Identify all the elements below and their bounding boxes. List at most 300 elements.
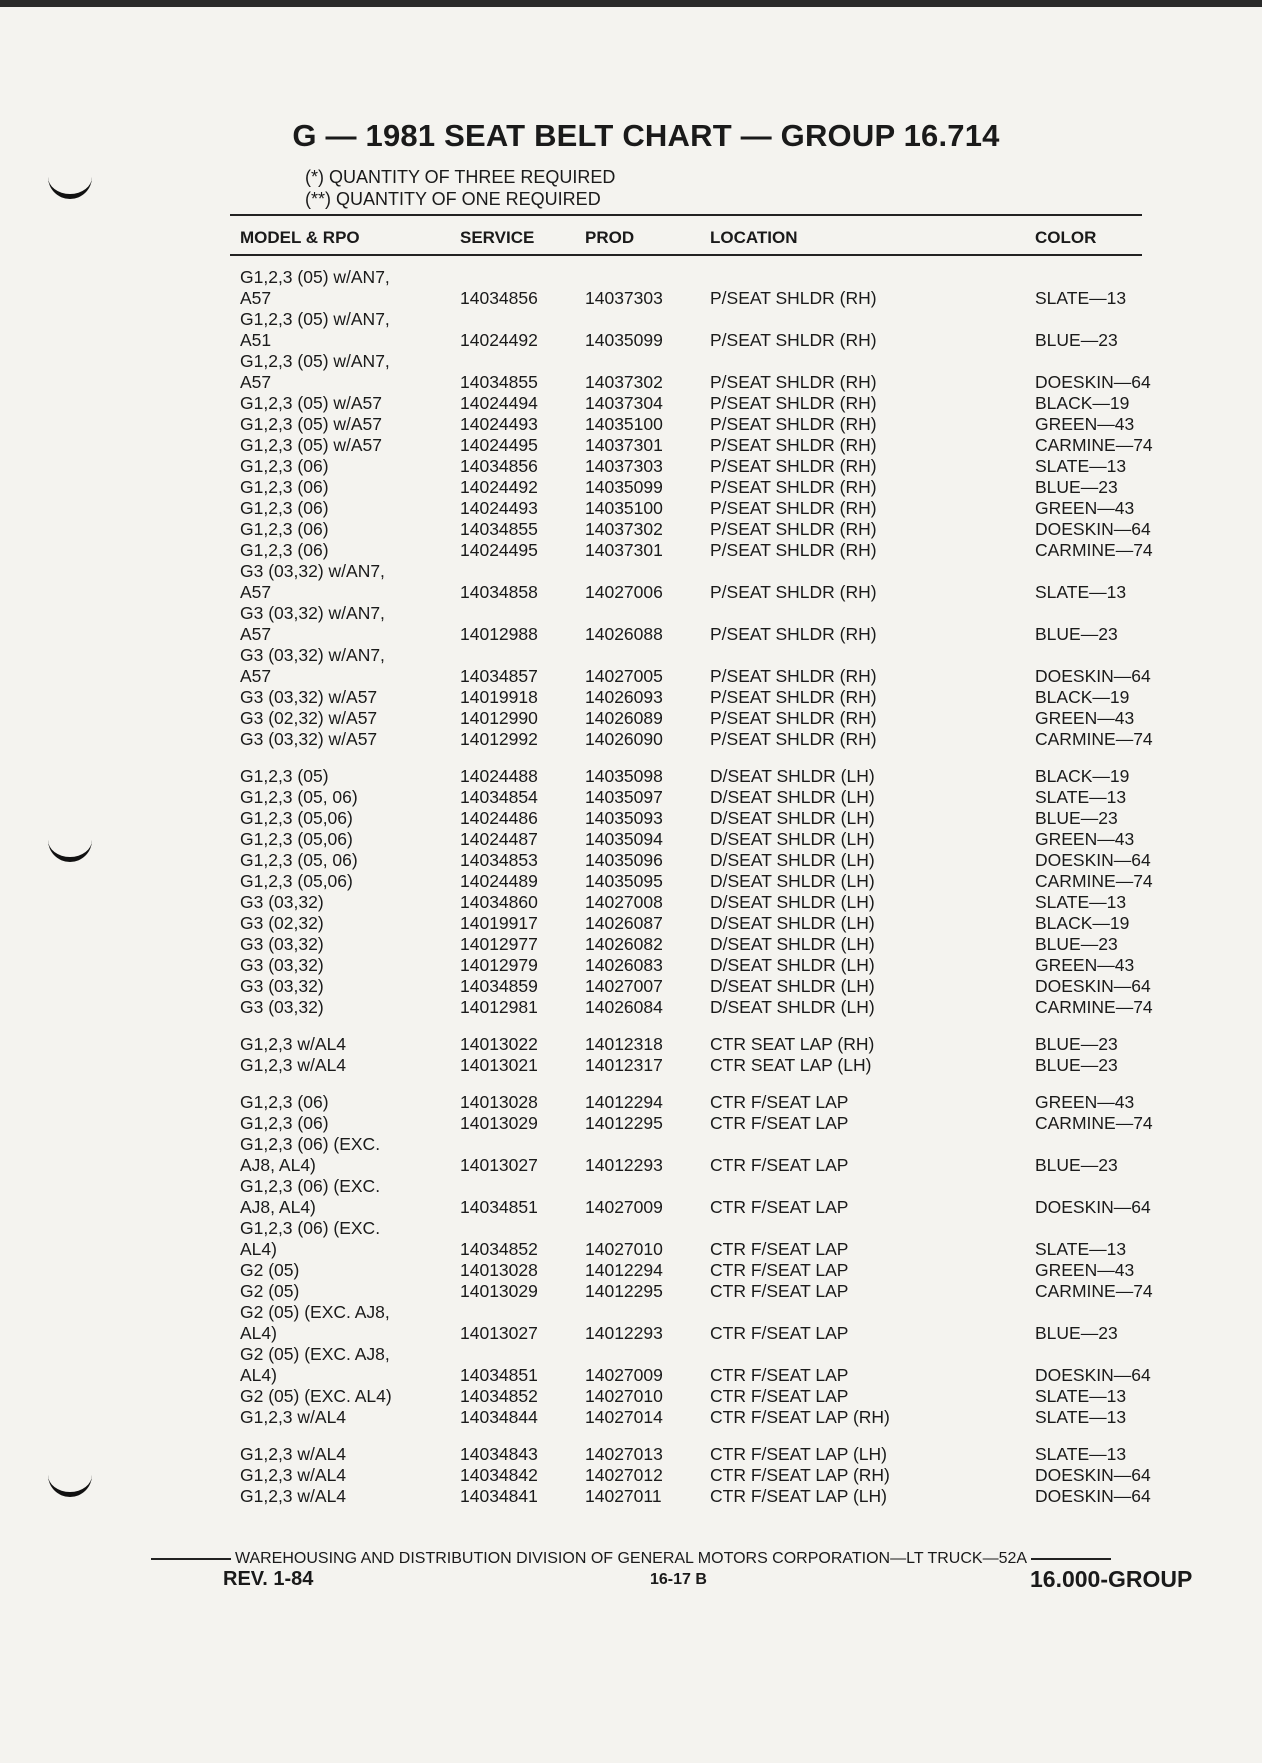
cell-model: G3 (03,32) w/AN7, [240, 645, 385, 665]
cell-color: SLATE—13 [1035, 787, 1127, 807]
cell-location: CTR F/SEAT LAP [710, 1197, 849, 1217]
cell-color: GREEN—43 [1035, 1092, 1135, 1112]
cell-prod: 14012295 [585, 1113, 663, 1133]
cell-model: G1,2,3 w/AL4 [240, 1444, 347, 1464]
column-header-service: SERVICE [460, 228, 535, 247]
table-row [0, 561, 1262, 582]
cell-location: P/SEAT SHLDR (RH) [710, 540, 877, 560]
cell-location: P/SEAT SHLDR (RH) [710, 414, 877, 434]
cell-service: 14034857 [460, 666, 538, 686]
cell-prod: 14035093 [585, 808, 663, 828]
cell-prod: 14027005 [585, 666, 663, 686]
cell-location: D/SEAT SHLDR (LH) [710, 808, 875, 828]
cell-service: 14013028 [460, 1260, 538, 1280]
cell-prod: 14037301 [585, 540, 663, 560]
table-row [0, 1281, 1262, 1302]
table-row [0, 871, 1262, 892]
cell-color: BLUE—23 [1035, 1034, 1118, 1054]
cell-color: CARMINE—74 [1035, 871, 1153, 891]
table-row [0, 1134, 1262, 1155]
cell-color: CARMINE—74 [1035, 729, 1153, 749]
cell-service: 14034856 [460, 288, 538, 308]
cell-service: 14024489 [460, 871, 538, 891]
cell-service: 14034842 [460, 1465, 538, 1485]
cell-color: DOESKIN—64 [1035, 519, 1151, 539]
table-row [0, 603, 1262, 624]
cell-model: G3 (03,32) w/A57 [240, 729, 378, 749]
cell-model: G1,2,3 w/AL4 [240, 1407, 347, 1427]
cell-prod: 14027011 [585, 1486, 662, 1506]
cell-service: 14024486 [460, 808, 538, 828]
cell-model: G1,2,3 (06) [240, 1113, 329, 1133]
cell-model: A57 [240, 666, 272, 686]
cell-model: G1,2,3 (05) w/A57 [240, 414, 383, 434]
column-header-color: COLOR [1035, 228, 1097, 247]
cell-model: A57 [240, 624, 272, 644]
cell-prod: 14027009 [585, 1365, 663, 1385]
cell-color: DOESKIN—64 [1035, 850, 1151, 870]
cell-prod: 14035097 [585, 787, 663, 807]
cell-location: CTR F/SEAT LAP (RH) [710, 1407, 890, 1427]
cell-location: CTR F/SEAT LAP (LH) [710, 1444, 887, 1464]
cell-service: 14024495 [460, 540, 538, 560]
table-row [0, 330, 1262, 351]
cell-location: CTR F/SEAT LAP [710, 1113, 849, 1133]
cell-model: A57 [240, 372, 272, 392]
cell-prod: 14027007 [585, 976, 663, 996]
cell-model: G1,2,3 (05,06) [240, 871, 353, 891]
cell-model: G3 (03,32) [240, 976, 324, 996]
table-row [0, 1092, 1262, 1113]
cell-color: SLATE—13 [1035, 1444, 1127, 1464]
table-row [0, 1444, 1262, 1465]
cell-color: BLUE—23 [1035, 477, 1118, 497]
cell-prod: 14027012 [585, 1465, 663, 1485]
cell-model: G2 (05) (EXC. AJ8, [240, 1344, 390, 1364]
cell-prod: 14035094 [585, 829, 663, 849]
table-row [0, 729, 1262, 750]
table-row [0, 435, 1262, 456]
cell-service: 14024492 [460, 477, 538, 497]
cell-prod: 14035099 [585, 330, 663, 350]
cell-model: G1,2,3 (05) w/A57 [240, 393, 383, 413]
header-bottom-rule [230, 254, 1142, 256]
table-row [0, 666, 1262, 687]
cell-service: 14034852 [460, 1239, 538, 1259]
cell-location: P/SEAT SHLDR (RH) [710, 519, 877, 539]
cell-location: CTR SEAT LAP (RH) [710, 1034, 875, 1054]
note-quantity-three: (*) QUANTITY OF THREE REQUIRED [305, 167, 616, 187]
cell-model: G3 (03,32) [240, 934, 324, 954]
cell-color: BLACK—19 [1035, 687, 1130, 707]
cell-color: CARMINE—74 [1035, 435, 1153, 455]
cell-model: G1,2,3 (06) [240, 477, 329, 497]
column-header-prod: PROD [585, 228, 635, 247]
cell-service: 14019918 [460, 687, 538, 707]
cell-model: A57 [240, 582, 272, 602]
cell-color: SLATE—13 [1035, 1239, 1127, 1259]
table-row [0, 624, 1262, 645]
table-row [0, 414, 1262, 435]
group-label: 16.000-GROUP [1030, 1566, 1193, 1592]
cell-location: P/SEAT SHLDR (RH) [710, 456, 877, 476]
cell-location: CTR F/SEAT LAP [710, 1260, 849, 1280]
cell-color: SLATE—13 [1035, 892, 1127, 912]
cell-service: 14013029 [460, 1281, 538, 1301]
table-row [0, 267, 1262, 288]
cell-location: CTR SEAT LAP (LH) [710, 1055, 872, 1075]
table-row [0, 1155, 1262, 1176]
cell-color: SLATE—13 [1035, 288, 1127, 308]
cell-prod: 14027009 [585, 1197, 663, 1217]
table-row [0, 1465, 1262, 1486]
cell-color: DOESKIN—64 [1035, 976, 1151, 996]
table-row [0, 687, 1262, 708]
table-row [0, 582, 1262, 603]
cell-prod: 14037304 [585, 393, 663, 413]
cell-location: D/SEAT SHLDR (LH) [710, 850, 875, 870]
cell-model: G1,2,3 (05) w/A57 [240, 435, 383, 455]
table-row [0, 1407, 1262, 1428]
cell-prod: 14026084 [585, 997, 663, 1017]
table-row [0, 913, 1262, 934]
column-header-location: LOCATION [710, 228, 798, 247]
cell-service: 14024495 [460, 435, 538, 455]
cell-model: G1,2,3 (05) w/AN7, [240, 351, 390, 371]
cell-prod: 14035100 [585, 498, 663, 518]
cell-service: 14013027 [460, 1323, 538, 1343]
cell-color: GREEN—43 [1035, 1260, 1135, 1280]
cell-service: 14024493 [460, 414, 538, 434]
header-top-rule [230, 214, 1142, 216]
cell-prod: 14037302 [585, 519, 663, 539]
cell-model: G1,2,3 (06) [240, 1092, 329, 1112]
cell-color: GREEN—43 [1035, 414, 1135, 434]
cell-color: SLATE—13 [1035, 1386, 1127, 1406]
cell-prod: 14035099 [585, 477, 663, 497]
table-row [0, 1323, 1262, 1344]
cell-color: CARMINE—74 [1035, 997, 1153, 1017]
cell-prod: 14012294 [585, 1092, 663, 1112]
table-row [0, 1486, 1262, 1507]
cell-model: G3 (03,32) w/AN7, [240, 603, 385, 623]
cell-model: G3 (03,32) [240, 997, 324, 1017]
cell-service: 14034853 [460, 850, 538, 870]
cell-model: G3 (03,32) [240, 892, 324, 912]
cell-model: G1,2,3 (06) (EXC. [240, 1176, 381, 1196]
cell-prod: 14035096 [585, 850, 663, 870]
cell-service: 14034854 [460, 787, 538, 807]
cell-color: BLUE—23 [1035, 934, 1118, 954]
cell-service: 14034851 [460, 1365, 538, 1385]
cell-model: G1,2,3 (06) [240, 519, 329, 539]
cell-service: 14012981 [460, 997, 538, 1017]
cell-model: G3 (03,32) [240, 955, 324, 975]
cell-color: BLUE—23 [1035, 330, 1118, 350]
cell-color: BLACK—19 [1035, 766, 1130, 786]
cell-color: DOESKIN—64 [1035, 1465, 1151, 1485]
table-row [0, 997, 1262, 1018]
table-row [0, 766, 1262, 787]
table-row [0, 1055, 1262, 1076]
cell-prod: 14026083 [585, 955, 663, 975]
table-row [0, 1176, 1262, 1197]
cell-location: CTR F/SEAT LAP [710, 1092, 849, 1112]
top-edge-rule [0, 0, 1262, 7]
cell-color: BLUE—23 [1035, 1155, 1118, 1175]
cell-service: 14012990 [460, 708, 538, 728]
page-number: 16-17 B [650, 1571, 707, 1588]
cell-color: BLUE—23 [1035, 1323, 1118, 1343]
cell-location: CTR F/SEAT LAP [710, 1239, 849, 1259]
cell-location: D/SEAT SHLDR (LH) [710, 955, 875, 975]
cell-service: 14012988 [460, 624, 538, 644]
cell-model: A51 [240, 330, 272, 350]
cell-prod: 14037301 [585, 435, 663, 455]
table-row [0, 1260, 1262, 1281]
cell-location: P/SEAT SHLDR (RH) [710, 729, 877, 749]
cell-color: DOESKIN—64 [1035, 666, 1151, 686]
cell-service: 14034841 [460, 1486, 538, 1506]
cell-location: P/SEAT SHLDR (RH) [710, 582, 877, 602]
cell-location: D/SEAT SHLDR (LH) [710, 976, 875, 996]
cell-location: P/SEAT SHLDR (RH) [710, 477, 877, 497]
cell-service: 14013029 [460, 1113, 538, 1133]
table-row [0, 892, 1262, 913]
cell-location: D/SEAT SHLDR (LH) [710, 829, 875, 849]
cell-location: P/SEAT SHLDR (RH) [710, 393, 877, 413]
cell-service: 14024487 [460, 829, 538, 849]
cell-location: CTR F/SEAT LAP [710, 1281, 849, 1301]
cell-prod: 14027010 [585, 1239, 663, 1259]
page-title: G — 1981 SEAT BELT CHART — GROUP 16.714 [292, 118, 1000, 153]
table-row [0, 540, 1262, 561]
table-row [0, 1034, 1262, 1055]
cell-service: 14034859 [460, 976, 538, 996]
cell-model: G1,2,3 (05, 06) [240, 850, 358, 870]
table-row [0, 1344, 1262, 1365]
cell-location: P/SEAT SHLDR (RH) [710, 372, 877, 392]
cell-color: SLATE—13 [1035, 582, 1127, 602]
table-row [0, 976, 1262, 997]
table-row [0, 808, 1262, 829]
cell-service: 14013022 [460, 1034, 538, 1054]
cell-service: 14013021 [460, 1055, 538, 1075]
cell-model: AL4) [240, 1239, 277, 1259]
cell-color: BLACK—19 [1035, 393, 1130, 413]
table-row [0, 955, 1262, 976]
cell-prod: 14027013 [585, 1444, 663, 1464]
cell-color: GREEN—43 [1035, 498, 1135, 518]
cell-location: P/SEAT SHLDR (RH) [710, 666, 877, 686]
cell-service: 14012992 [460, 729, 538, 749]
cell-color: BLUE—23 [1035, 1055, 1118, 1075]
table-row [0, 288, 1262, 309]
cell-color: CARMINE—74 [1035, 1281, 1153, 1301]
cell-service: 14012977 [460, 934, 538, 954]
cell-prod: 14026093 [585, 687, 663, 707]
cell-model: AJ8, AL4) [240, 1197, 316, 1217]
table-row [0, 1197, 1262, 1218]
cell-location: P/SEAT SHLDR (RH) [710, 330, 877, 350]
cell-model: AJ8, AL4) [240, 1155, 316, 1175]
cell-location: CTR F/SEAT LAP (LH) [710, 1486, 887, 1506]
cell-prod: 14035098 [585, 766, 663, 786]
table-row [0, 498, 1262, 519]
cell-service: 14034843 [460, 1444, 538, 1464]
cell-model: G1,2,3 (05,06) [240, 829, 353, 849]
cell-prod: 14027014 [585, 1407, 663, 1427]
cell-prod: 14026087 [585, 913, 663, 933]
cell-service: 14034856 [460, 456, 538, 476]
table-row [0, 372, 1262, 393]
revision-label: REV. 1-84 [223, 1568, 314, 1590]
cell-model: G1,2,3 w/AL4 [240, 1486, 347, 1506]
cell-prod: 14026088 [585, 624, 663, 644]
cell-color: GREEN—43 [1035, 829, 1135, 849]
cell-model: G2 (05) (EXC. AL4) [240, 1386, 392, 1406]
note-quantity-one: (**) QUANTITY OF ONE REQUIRED [305, 189, 601, 209]
cell-model: G2 (05) [240, 1281, 300, 1301]
cell-model: G1,2,3 (06) [240, 456, 329, 476]
cell-prod: 14035100 [585, 414, 663, 434]
cell-service: 14034851 [460, 1197, 538, 1217]
cell-model: G2 (05) [240, 1260, 300, 1280]
cell-service: 14034860 [460, 892, 538, 912]
table-row [0, 519, 1262, 540]
table-row [0, 1302, 1262, 1323]
cell-prod: 14026089 [585, 708, 663, 728]
cell-location: P/SEAT SHLDR (RH) [710, 498, 877, 518]
cell-prod: 14026082 [585, 934, 663, 954]
cell-model: G1,2,3 (05,06) [240, 808, 353, 828]
cell-service: 14012979 [460, 955, 538, 975]
cell-location: CTR F/SEAT LAP (RH) [710, 1465, 890, 1485]
cell-location: CTR F/SEAT LAP [710, 1365, 849, 1385]
cell-prod: 14012293 [585, 1323, 663, 1343]
table-row [0, 1365, 1262, 1386]
cell-model: G1,2,3 (06) [240, 498, 329, 518]
cell-prod: 14037303 [585, 288, 663, 308]
cell-service: 14034858 [460, 582, 538, 602]
cell-location: D/SEAT SHLDR (LH) [710, 997, 875, 1017]
table-row [0, 850, 1262, 871]
cell-model: G3 (03,32) w/AN7, [240, 561, 385, 581]
cell-service: 14024494 [460, 393, 538, 413]
cell-prod: 14012318 [585, 1034, 663, 1054]
cell-model: G1,2,3 (06) [240, 540, 329, 560]
table-row [0, 309, 1262, 330]
cell-color: GREEN—43 [1035, 955, 1135, 975]
cell-color: GREEN—43 [1035, 708, 1135, 728]
cell-prod: 14037302 [585, 372, 663, 392]
cell-model: G3 (02,32) w/A57 [240, 708, 378, 728]
cell-color: SLATE—13 [1035, 1407, 1127, 1427]
cell-model: G1,2,3 (05) w/AN7, [240, 267, 390, 287]
cell-service: 14034855 [460, 519, 538, 539]
cell-location: CTR F/SEAT LAP [710, 1386, 849, 1406]
cell-model: G1,2,3 w/AL4 [240, 1034, 347, 1054]
cell-color: BLUE—23 [1035, 808, 1118, 828]
cell-service: 14019917 [460, 913, 538, 933]
cell-model: AL4) [240, 1365, 277, 1385]
cell-location: D/SEAT SHLDR (LH) [710, 787, 875, 807]
table-row [0, 393, 1262, 414]
cell-color: DOESKIN—64 [1035, 372, 1151, 392]
cell-color: BLACK—19 [1035, 913, 1130, 933]
table-row [0, 934, 1262, 955]
cell-prod: 14035095 [585, 871, 663, 891]
table-row [0, 1239, 1262, 1260]
cell-service: 14034852 [460, 1386, 538, 1406]
cell-color: DOESKIN—64 [1035, 1365, 1151, 1385]
cell-model: G1,2,3 (05) [240, 766, 329, 786]
column-header-model: MODEL & RPO [240, 228, 360, 247]
cell-prod: 14012294 [585, 1260, 663, 1280]
cell-color: CARMINE—74 [1035, 540, 1153, 560]
cell-prod: 14027008 [585, 892, 663, 912]
table-row [0, 351, 1262, 372]
cell-model: G1,2,3 (06) (EXC. [240, 1134, 381, 1154]
table-row [0, 477, 1262, 498]
cell-model: G3 (02,32) [240, 913, 324, 933]
cell-prod: 14037303 [585, 456, 663, 476]
cell-model: AL4) [240, 1323, 277, 1343]
cell-location: P/SEAT SHLDR (RH) [710, 435, 877, 455]
cell-model: G3 (03,32) w/A57 [240, 687, 378, 707]
cell-model: G1,2,3 (05) w/AN7, [240, 309, 390, 329]
cell-prod: 14027010 [585, 1386, 663, 1406]
cell-model: G1,2,3 w/AL4 [240, 1465, 347, 1485]
cell-service: 14024492 [460, 330, 538, 350]
table-row [0, 1218, 1262, 1239]
cell-location: P/SEAT SHLDR (RH) [710, 624, 877, 644]
cell-prod: 14012295 [585, 1281, 663, 1301]
cell-location: D/SEAT SHLDR (LH) [710, 766, 875, 786]
cell-location: D/SEAT SHLDR (LH) [710, 934, 875, 954]
cell-color: DOESKIN—64 [1035, 1197, 1151, 1217]
cell-location: CTR F/SEAT LAP [710, 1323, 849, 1343]
cell-location: D/SEAT SHLDR (LH) [710, 871, 875, 891]
cell-color: BLUE—23 [1035, 624, 1118, 644]
cell-service: 14034855 [460, 372, 538, 392]
cell-model: G1,2,3 (06) (EXC. [240, 1218, 381, 1238]
cell-location: D/SEAT SHLDR (LH) [710, 892, 875, 912]
binder-hole-top [48, 172, 92, 199]
cell-prod: 14026090 [585, 729, 663, 749]
table-row [0, 787, 1262, 808]
cell-location: P/SEAT SHLDR (RH) [710, 687, 877, 707]
cell-model: G1,2,3 (05, 06) [240, 787, 358, 807]
footer-division-text: WAREHOUSING AND DISTRIBUTION DIVISION OF GENERAL MOTORS CORPORATION—LT TRUCK—52A [234, 1550, 1028, 1567]
table-row [0, 645, 1262, 666]
cell-location: P/SEAT SHLDR (RH) [710, 708, 877, 728]
table-row [0, 708, 1262, 729]
cell-color: CARMINE—74 [1035, 1113, 1153, 1133]
cell-service: 14024493 [460, 498, 538, 518]
cell-location: CTR F/SEAT LAP [710, 1155, 849, 1175]
cell-service: 14034844 [460, 1407, 538, 1427]
cell-service: 14013027 [460, 1155, 538, 1175]
table-row [0, 829, 1262, 850]
cell-color: DOESKIN—64 [1035, 1486, 1151, 1506]
cell-service: 14024488 [460, 766, 538, 786]
cell-service: 14013028 [460, 1092, 538, 1112]
cell-color: SLATE—13 [1035, 456, 1127, 476]
cell-model: A57 [240, 288, 272, 308]
cell-model: G1,2,3 w/AL4 [240, 1055, 347, 1075]
cell-prod: 14027006 [585, 582, 663, 602]
